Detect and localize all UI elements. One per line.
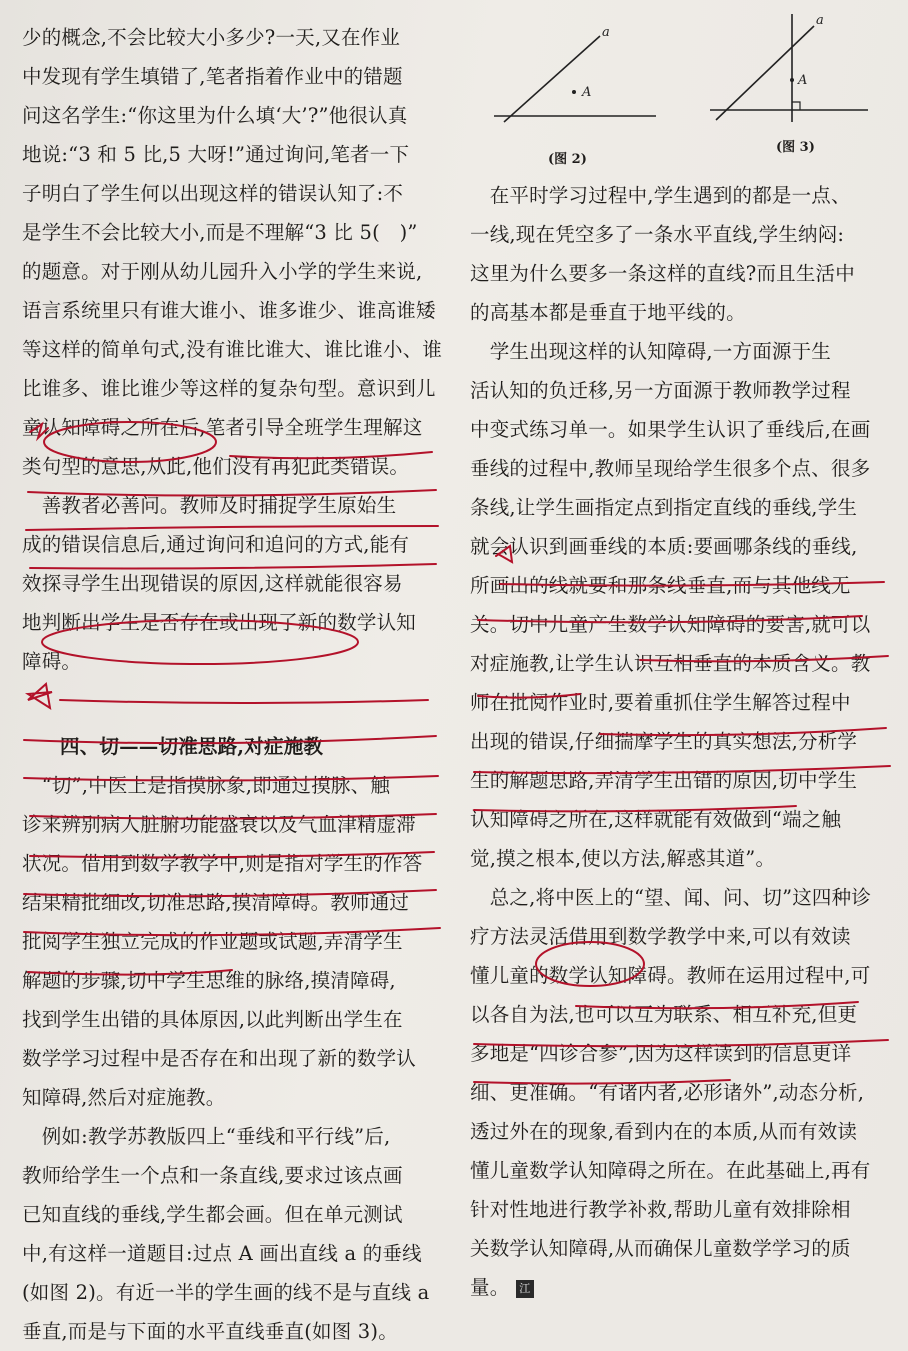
- text-line: 以各自为法,也可以互为联系、相互补充,但更: [470, 1003, 858, 1026]
- label-A: A: [798, 73, 808, 88]
- text-line: 少的概念,不会比较大小多少?一天,又在作业: [22, 26, 401, 49]
- text-line: 垂直,而是与下面的水平直线垂直(如图 3)。: [22, 1320, 398, 1343]
- text-line: 懂儿童的数学认知障碍。教师在运用过程中,可: [470, 964, 871, 987]
- text-line: 针对性地进行教学补救,帮助儿童有效排除相: [470, 1198, 851, 1221]
- text-line: 已知直线的垂线,学生都会画。但在单元测试: [22, 1203, 403, 1226]
- figure-2: [494, 25, 656, 122]
- text-line: “切”,中医上是指摸脉象,即通过摸脉、触: [22, 774, 391, 797]
- text-line: 在平时学习过程中,学生遇到的都是一点、: [470, 184, 851, 207]
- text-line: 的高基本都是垂直于地平线的。: [470, 301, 746, 324]
- text-line: 找到学生出错的具体原因,以此判断出学生在: [22, 1008, 403, 1031]
- text-line: 状况。借用到数学教学中,则是指对学生的作答: [22, 852, 423, 875]
- text-line: 垂线的过程中,教师呈现给学生很多个点、很多: [470, 457, 871, 480]
- text-line: 知障碍,然后对症施教。: [22, 1086, 226, 1109]
- text-line: 善教者必善问。教师及时捕捉学生原始生: [22, 494, 397, 517]
- text-line: 觉,摸之根本,使以方法,解惑其道”。: [470, 847, 776, 870]
- text-line: 结果精批细改,切准思路,摸清障碍。教师通过: [22, 891, 410, 914]
- text-line: 地判断出学生是否存在或出现了新的数学认知: [22, 611, 417, 634]
- last-line-text: 量。: [470, 1276, 510, 1299]
- text-line: 数学学习过程中是否存在和出现了新的数学认: [22, 1047, 417, 1070]
- text-line: 透过外在的现象,看到内在的本质,从而有效读: [470, 1120, 858, 1143]
- text-line: 细、更准确。“有诸内者,必形诸外”,动态分析,: [470, 1081, 865, 1104]
- text-line: 问这名学生:“你这里为什么填‘大’?”他很认真: [22, 104, 408, 127]
- figure-3-caption: (图 3): [776, 140, 815, 155]
- right-column: [470, 176, 894, 1307]
- text-line: 关数学认知障碍,从而确保儿童数学学习的质: [470, 1237, 851, 1260]
- figure-2-caption: (图 2): [548, 152, 587, 167]
- text-line: 就会认识到画垂线的本质:要画哪条线的垂线,: [470, 535, 858, 558]
- text-line: 批阅学生独立完成的作业题或试题,弄清学生: [22, 930, 403, 953]
- text-line: 诊来辨别病人脏腑功能盛衰以及气血津精虚滞: [22, 813, 417, 836]
- label-a: a: [816, 13, 824, 28]
- end-mark-icon: 江: [516, 1280, 534, 1298]
- line-a: [504, 36, 600, 122]
- text-line: 这里为什么要多一条这样的直线?而且生活中: [470, 262, 855, 285]
- figure-3: [710, 13, 868, 122]
- text-line: 教师给学生一个点和一条直线,要求过该点画: [22, 1164, 403, 1187]
- text-line: 认知障碍之所在,这样就能有效做到“端之触: [470, 808, 842, 831]
- text-line: 懂儿童数学认知障碍之所在。在此基础上,再有: [470, 1159, 871, 1182]
- text-line: 解题的步骤,切中学生思维的脉络,摸清障碍,: [22, 969, 396, 992]
- text-line: 总之,将中医上的“望、闻、问、切”这四种诊: [470, 886, 872, 909]
- text-line: 子明白了学生何以出现这样的错误认知了:不: [22, 182, 404, 205]
- text-line: 中,有这样一道题目:过点 A 画出直线 a 的垂线: [22, 1242, 422, 1265]
- spacer: [22, 681, 450, 727]
- text-line: 所画出的线就要和那条线垂直,而与其他线无: [470, 574, 851, 597]
- text-line: 障碍。: [22, 650, 82, 673]
- text-line: 一线,现在凭空多了一条水平直线,学生纳闷:: [470, 223, 845, 246]
- point-A: [572, 90, 576, 94]
- text-line: 成的错误信息后,通过询问和追问的方式,能有: [22, 533, 410, 556]
- text-line: 例如:教学苏教版四上“垂线和平行线”后,: [22, 1125, 391, 1148]
- text-line: 学生出现这样的认知障碍,一方面源于生: [470, 340, 831, 363]
- text-line: 童认知障碍之所在后,笔者引导全班学生理解这: [22, 416, 423, 439]
- text-line: 关。切中儿童产生数学认知障碍的要害,就可以: [470, 613, 871, 636]
- text-line: 多地是“四诊合参”,因为这样读到的信息更详: [470, 1042, 852, 1065]
- label-A: A: [582, 85, 592, 100]
- right-angle-mark: [792, 102, 800, 110]
- text-line: 等这样的简单句式,没有谁比谁大、谁比谁小、谁: [22, 338, 443, 361]
- text-line: 比谁多、谁比谁少等这样的复杂句型。意识到儿: [22, 377, 436, 400]
- text-line: 地说:“3 和 5 比,5 大呀!”通过询问,笔者一下: [22, 143, 410, 166]
- point-A: [790, 78, 794, 82]
- figure-diagrams: [470, 0, 900, 170]
- section-heading: 四、切——切准思路,对症施教: [60, 735, 324, 758]
- text-line: (如图 2)。有近一半的学生画的线不是与直线 a: [22, 1281, 430, 1304]
- text-line: 的题意。对于刚从幼儿园升入小学的学生来说,: [22, 260, 423, 283]
- text-line: 语言系统里只有谁大谁小、谁多谁少、谁高谁矮: [22, 299, 436, 322]
- left-column: [22, 18, 450, 1351]
- text-line: [470, 1268, 894, 1307]
- text-line: 师在批阅作业时,要着重抓住学生解答过程中: [470, 691, 851, 714]
- text-line: 条线,让学生画指定点到指定直线的垂线,学生: [470, 496, 858, 519]
- label-a: a: [602, 25, 610, 40]
- text-line: 生的解题思路,弄清学生出错的原因,切中学生: [470, 769, 858, 792]
- text-line: 中变式练习单一。如果学生认识了垂线后,在画: [470, 418, 871, 441]
- text-line: 是学生不会比较大小,而是不理解“3 比 5( )”: [22, 221, 418, 244]
- text-line: 疗方法灵活借用到数学教学中来,可以有效读: [470, 925, 851, 948]
- text-line: 对症施教,让学生认识互相垂直的本质含义。教: [470, 652, 871, 675]
- text-line: 类句型的意思,从此,他们没有再犯此类错误。: [22, 455, 410, 478]
- text-line: 效探寻学生出现错误的原因,这样就能很容易: [22, 572, 403, 595]
- text-line: 中发现有学生填错了,笔者指着作业中的错题: [22, 65, 403, 88]
- text-line: 出现的错误,仔细揣摩学生的真实想法,分析学: [470, 730, 858, 753]
- text-line: 活认知的负迁移,另一方面源于教师教学过程: [470, 379, 851, 402]
- figures: [470, 0, 900, 170]
